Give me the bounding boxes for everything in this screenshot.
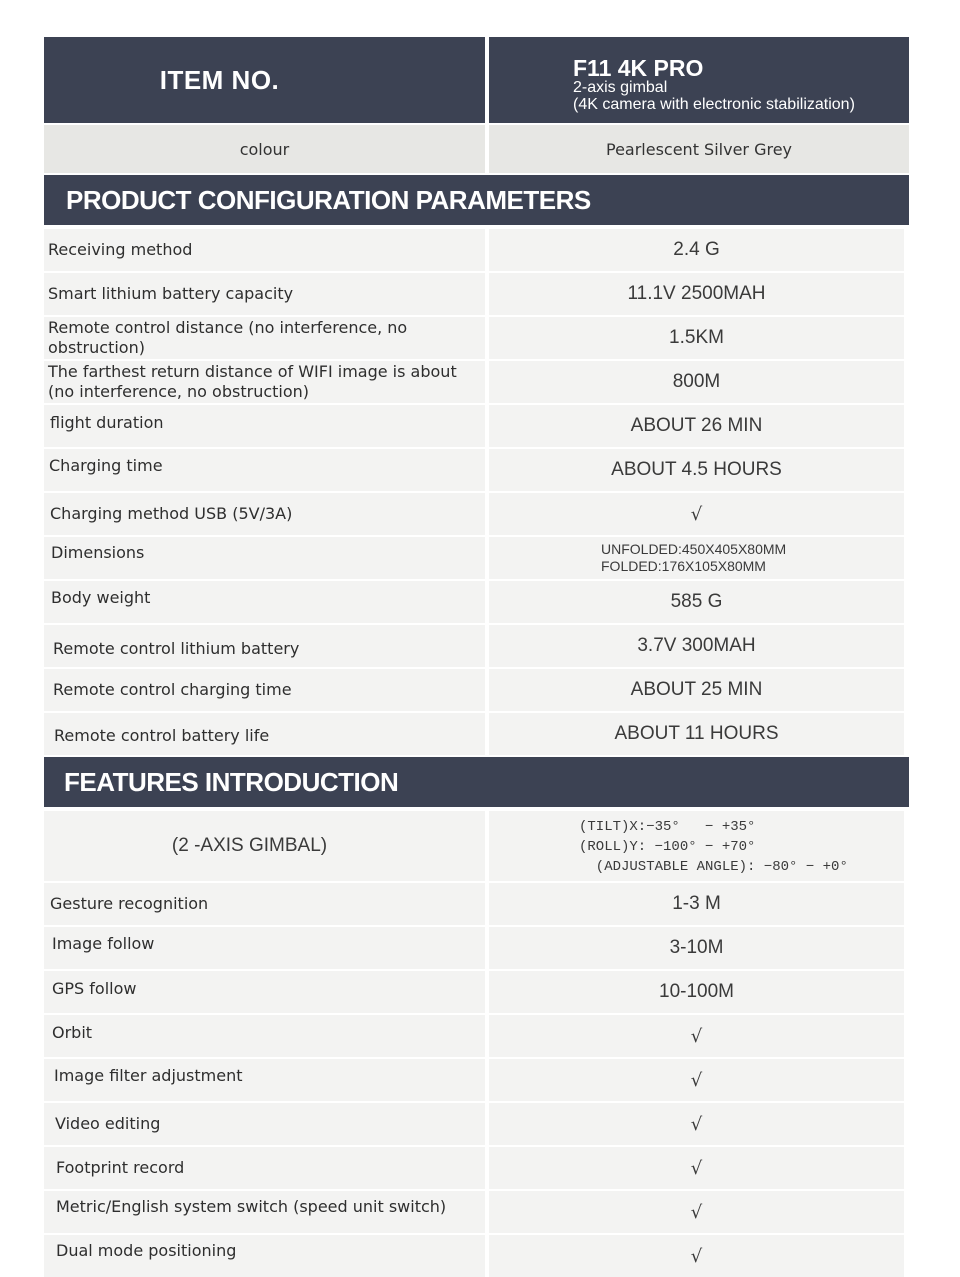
row-label: Remote control distance (no interference, no obstruction)	[44, 317, 485, 359]
check-mark: √	[489, 1147, 904, 1189]
table-row	[44, 883, 909, 925]
dimensions-unfolded: UNFOLDED:450X405X80MM	[601, 541, 787, 557]
row-value: 11.1V 2500MAH	[489, 273, 904, 315]
row-value: ABOUT 11 HOURS	[489, 713, 904, 755]
config-section-title	[44, 175, 909, 225]
item-no-cell	[44, 37, 485, 123]
row-label	[44, 361, 485, 403]
config-title: PRODUCT CONFIGURATION PARAMETERS	[66, 184, 591, 215]
check-mark: √	[489, 1015, 904, 1057]
table-row	[44, 927, 909, 969]
colour-value: Pearlescent Silver Grey	[489, 125, 909, 173]
dimensions-folded: FOLDED:176X105X80MM	[601, 558, 766, 574]
check-mark: √	[489, 493, 904, 535]
row-label: Charging time	[44, 449, 485, 491]
table-row	[44, 1015, 909, 1057]
gimbal-row	[44, 811, 909, 881]
row-value: 800M	[489, 361, 904, 403]
check-mark: √	[489, 1059, 904, 1101]
row-value: ABOUT 26 MIN	[489, 405, 904, 447]
row-label: Body weight	[44, 581, 485, 623]
table-row	[44, 229, 909, 271]
row-value: ABOUT 4.5 HOURS	[489, 449, 904, 491]
row-label: Orbit	[44, 1015, 485, 1057]
table-row	[44, 361, 909, 403]
item-header	[44, 37, 909, 123]
row-label: Remote control charging time	[44, 669, 485, 711]
row-label: Remote control lithium battery	[44, 625, 485, 667]
row-label: GPS follow	[44, 971, 485, 1013]
row-label-line-2: (no interference, no obstruction)	[48, 382, 310, 401]
row-value: 2.4 G	[489, 229, 904, 271]
table-row	[44, 625, 909, 667]
table-row	[44, 713, 909, 755]
row-label: Video editing	[44, 1103, 485, 1145]
gimbal-roll: (ROLL)Y: −100° − +70°	[579, 839, 756, 855]
table-row	[44, 1059, 909, 1101]
table-row	[44, 317, 909, 359]
row-value: 1-3 M	[489, 883, 904, 925]
colour-row	[44, 125, 909, 173]
check-mark: √	[489, 1191, 904, 1233]
row-value: 585 G	[489, 581, 904, 623]
model-cell	[489, 37, 909, 123]
features-title: FEATURES INTRODUCTION	[64, 766, 399, 797]
row-value: 3-10M	[489, 927, 904, 969]
gimbal-angles	[489, 811, 904, 881]
row-value: ABOUT 25 MIN	[489, 669, 904, 711]
row-label-line-1: The farthest return distance of WIFI image is about	[48, 362, 457, 381]
model-subtitle-1: 2-axis gimbal	[573, 79, 668, 96]
row-label: Dimensions	[44, 537, 485, 579]
table-row	[44, 669, 909, 711]
row-label: Metric/English system switch (speed unit switch)	[44, 1191, 485, 1233]
row-value: 1.5KM	[489, 317, 904, 359]
table-row	[44, 449, 909, 491]
item-no-label: ITEM NO.	[159, 64, 280, 95]
row-label: Image filter adjustment	[44, 1059, 485, 1101]
check-mark: √	[489, 1103, 904, 1145]
gimbal-tilt: (TILT)X:−35° − +35°	[579, 819, 756, 835]
model-name: F11 4K PRO	[573, 55, 704, 81]
table-row	[44, 1235, 909, 1277]
gimbal-label-cell	[44, 811, 485, 881]
row-label: Image follow	[44, 927, 485, 969]
spec-sheet	[44, 37, 909, 1277]
row-label: Footprint record	[44, 1147, 485, 1189]
table-row	[44, 1191, 909, 1233]
row-value: 3.7V 300MAH	[489, 625, 904, 667]
table-row	[44, 273, 909, 315]
table-row	[44, 581, 909, 623]
row-label: Dual mode positioning	[44, 1235, 485, 1277]
table-row	[44, 537, 909, 579]
row-label: Remote control battery life	[44, 713, 485, 755]
row-value	[489, 537, 904, 579]
row-label: Receiving method	[44, 229, 485, 271]
table-row	[44, 493, 909, 535]
gimbal-label: (2 -AXIS GIMBAL)	[171, 835, 328, 856]
model-subtitle-2: (4K camera with electronic stabilization)	[573, 96, 855, 113]
row-label: Charging method USB (5V/3A)	[44, 493, 485, 535]
gimbal-adjustable: (ADJUSTABLE ANGLE): −80° − +0°	[579, 859, 848, 875]
table-row	[44, 1147, 909, 1189]
colour-label: colour	[44, 125, 485, 173]
row-label: flight duration	[44, 405, 485, 447]
row-label: Gesture recognition	[44, 883, 485, 925]
table-row	[44, 971, 909, 1013]
row-value: 10-100M	[489, 971, 904, 1013]
features-section-title	[44, 757, 909, 807]
table-row	[44, 1103, 909, 1145]
row-label: Smart lithium battery capacity	[44, 273, 485, 315]
check-mark: √	[489, 1235, 904, 1277]
table-row	[44, 405, 909, 447]
